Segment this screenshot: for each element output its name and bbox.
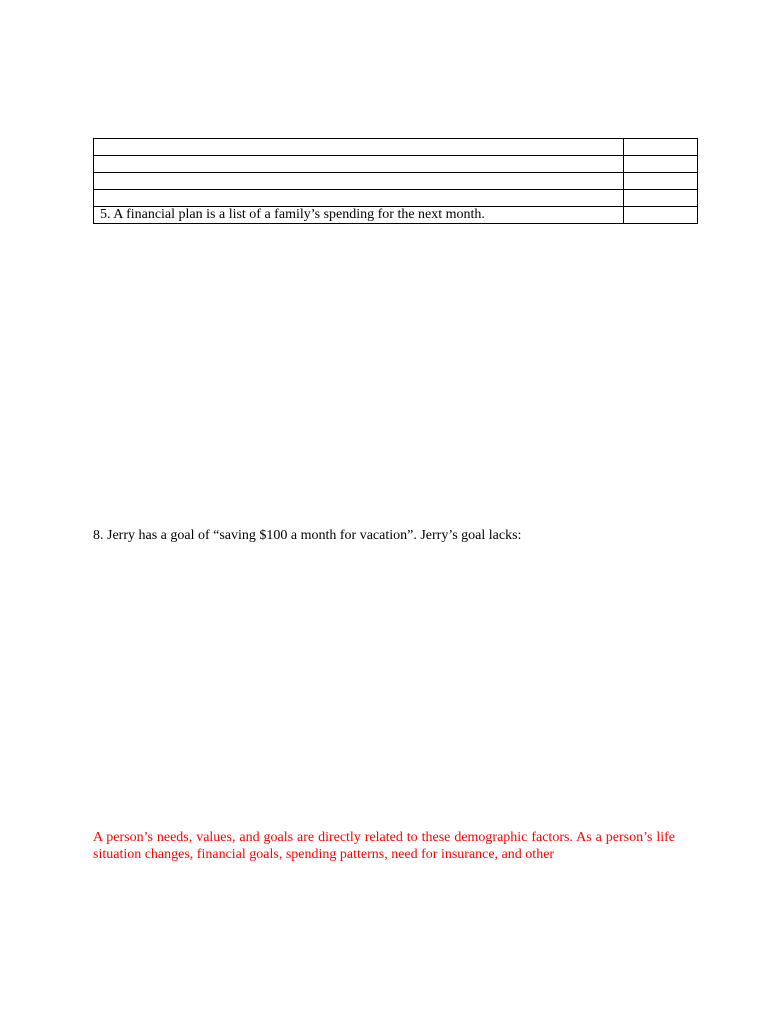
question-8-text: 8. Jerry has a goal of “saving $100 a month for vacation”. Jerry’s goal lacks: xyxy=(93,528,522,543)
answer-cell[interactable] xyxy=(624,190,698,207)
answer-cell[interactable] xyxy=(624,207,698,224)
table-row xyxy=(94,207,698,224)
table-row xyxy=(94,190,698,207)
answer-cell[interactable] xyxy=(624,173,698,190)
question-cell xyxy=(94,173,624,190)
table-row xyxy=(94,156,698,173)
table-row xyxy=(94,173,698,190)
answer-note-paragraph: A person’s needs, values, and goals are directly related to these demographic factors. As a person’s life situation changes, financial goals, spending patterns, need for insurance, and other xyxy=(93,830,675,862)
answer-cell[interactable] xyxy=(624,156,698,173)
question-table xyxy=(93,138,698,224)
question-cell xyxy=(94,156,624,173)
question-cell xyxy=(94,139,624,156)
question-cell: 5. A financial plan is a list of a family’s spending for the next month. xyxy=(94,207,624,224)
question-cell xyxy=(94,190,624,207)
table-row xyxy=(94,139,698,156)
answer-cell[interactable] xyxy=(624,139,698,156)
